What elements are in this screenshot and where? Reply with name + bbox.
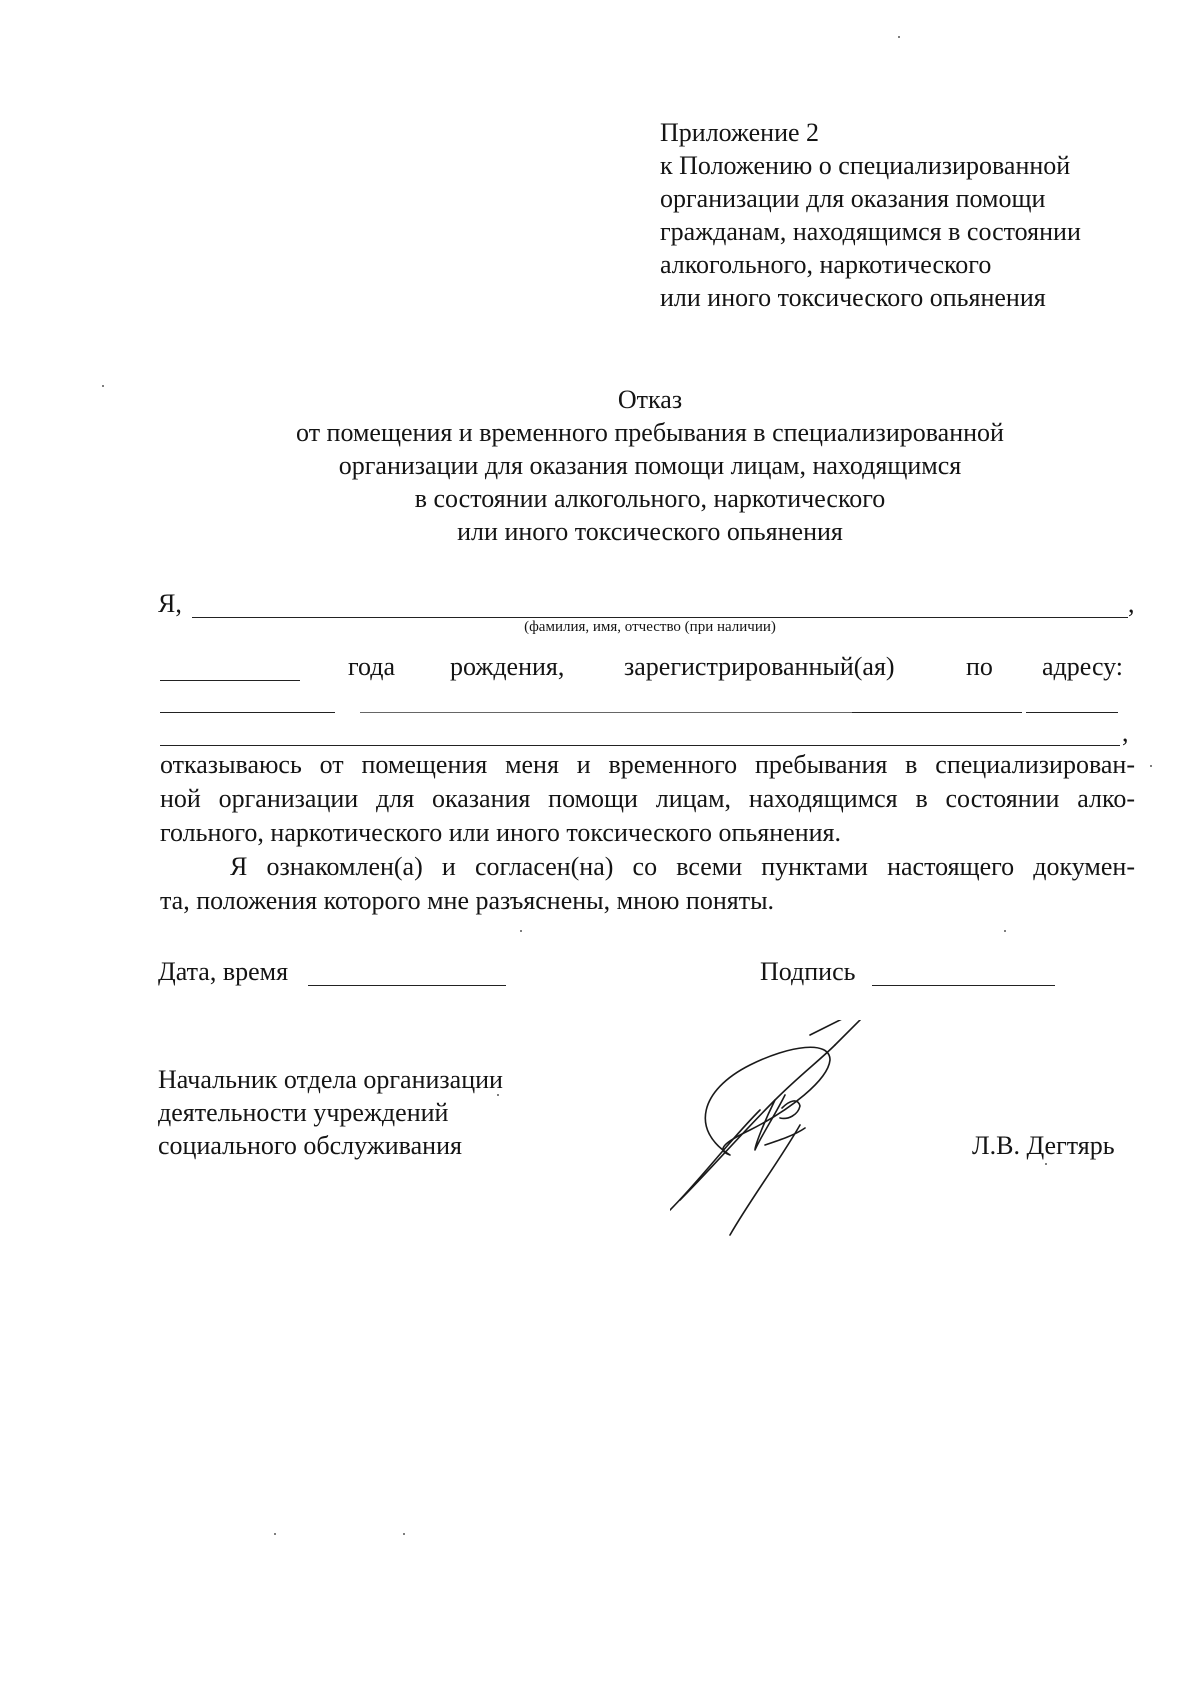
document-title-block	[150, 383, 1150, 548]
address-field-line-1a[interactable]	[160, 712, 335, 713]
appendix-block	[660, 116, 1180, 314]
document-subtitle-line: или иного токсического опьянения	[457, 517, 843, 546]
paragraph-line: гольного, наркотического или иного токсического опьянения.	[160, 818, 841, 847]
date-time-field-line[interactable]	[308, 985, 506, 986]
handwritten-signature	[670, 1020, 900, 1240]
document-heading: Отказ	[617, 385, 683, 414]
date-time-label: Дата, время	[158, 957, 289, 986]
birth-year-field-line[interactable]	[160, 680, 300, 681]
document-subtitle-line: организации для оказания помощи лицам, находящимся	[338, 451, 962, 480]
scan-speck	[1045, 1163, 1047, 1165]
address-field-line-1c[interactable]	[852, 712, 1022, 713]
refusal-paragraph	[160, 748, 1135, 850]
scan-speck	[520, 930, 522, 932]
scan-speck	[102, 385, 104, 387]
scan-speck	[497, 1094, 499, 1096]
scan-speck	[403, 1533, 405, 1535]
acknowledgement-paragraph-rest	[160, 884, 1135, 918]
appendix-line: организации для оказания помощи	[660, 184, 1046, 213]
address-field-line-1b[interactable]	[360, 712, 852, 713]
signature-field-line[interactable]	[872, 985, 1055, 986]
appendix-line: гражданам, находящимся в состоянии	[660, 217, 1081, 246]
position-line: Начальник отдела организации	[158, 1065, 503, 1094]
ya-label: Я,	[158, 589, 182, 618]
paragraph-line: ной организации для оказания помощи лицам, находящимся в состоянии алко-	[160, 784, 1135, 813]
acknowledgement-paragraph-first	[230, 850, 1135, 884]
appendix-line: алкогольного, наркотического	[660, 250, 992, 279]
document-subtitle-line: от помещения и временного пребывания в специализированной	[296, 418, 1004, 447]
position-line: деятельности учреждений	[158, 1098, 449, 1127]
birth-word-address: адресу:	[1042, 652, 1124, 681]
scan-speck	[1150, 765, 1152, 767]
birth-word-birth: рождения,	[450, 652, 565, 681]
appendix-line: к Положению о специализированной	[660, 151, 1071, 180]
birth-word-year: года	[348, 652, 396, 681]
position-line: социального обслуживания	[158, 1131, 462, 1160]
signature-label: Подпись	[760, 957, 856, 986]
paragraph-line: та, положения которого мне разъяснены, мною поняты.	[160, 886, 775, 915]
address-field-line-2[interactable]	[160, 745, 1120, 746]
document-subtitle-line: в состоянии алкогольного, наркотического	[414, 484, 886, 513]
birth-word-at: по	[966, 652, 993, 681]
address-comma: ,	[1122, 718, 1129, 747]
signatory-name: Л.В. Дегтярь	[972, 1131, 1115, 1160]
appendix-line: или иного токсического опьянения	[660, 283, 1046, 312]
paragraph-line: отказываюсь от помещения меня и временного пребывания в специализирован-	[160, 750, 1135, 779]
fio-hint: (фамилия, имя, отчество (при наличии)	[524, 619, 776, 635]
scan-speck	[1004, 930, 1006, 932]
scan-speck	[898, 36, 900, 38]
appendix-title: Приложение 2	[660, 118, 820, 147]
address-field-line-1d[interactable]	[1026, 712, 1118, 713]
paragraph-line: Я ознакомлен(а) и согласен(на) со всеми пунктами настоящего докумен-	[230, 852, 1135, 881]
fio-comma: ,	[1128, 589, 1135, 618]
scan-speck	[274, 1533, 276, 1535]
birth-word-registered: зарегистрированный(ая)	[624, 652, 895, 681]
